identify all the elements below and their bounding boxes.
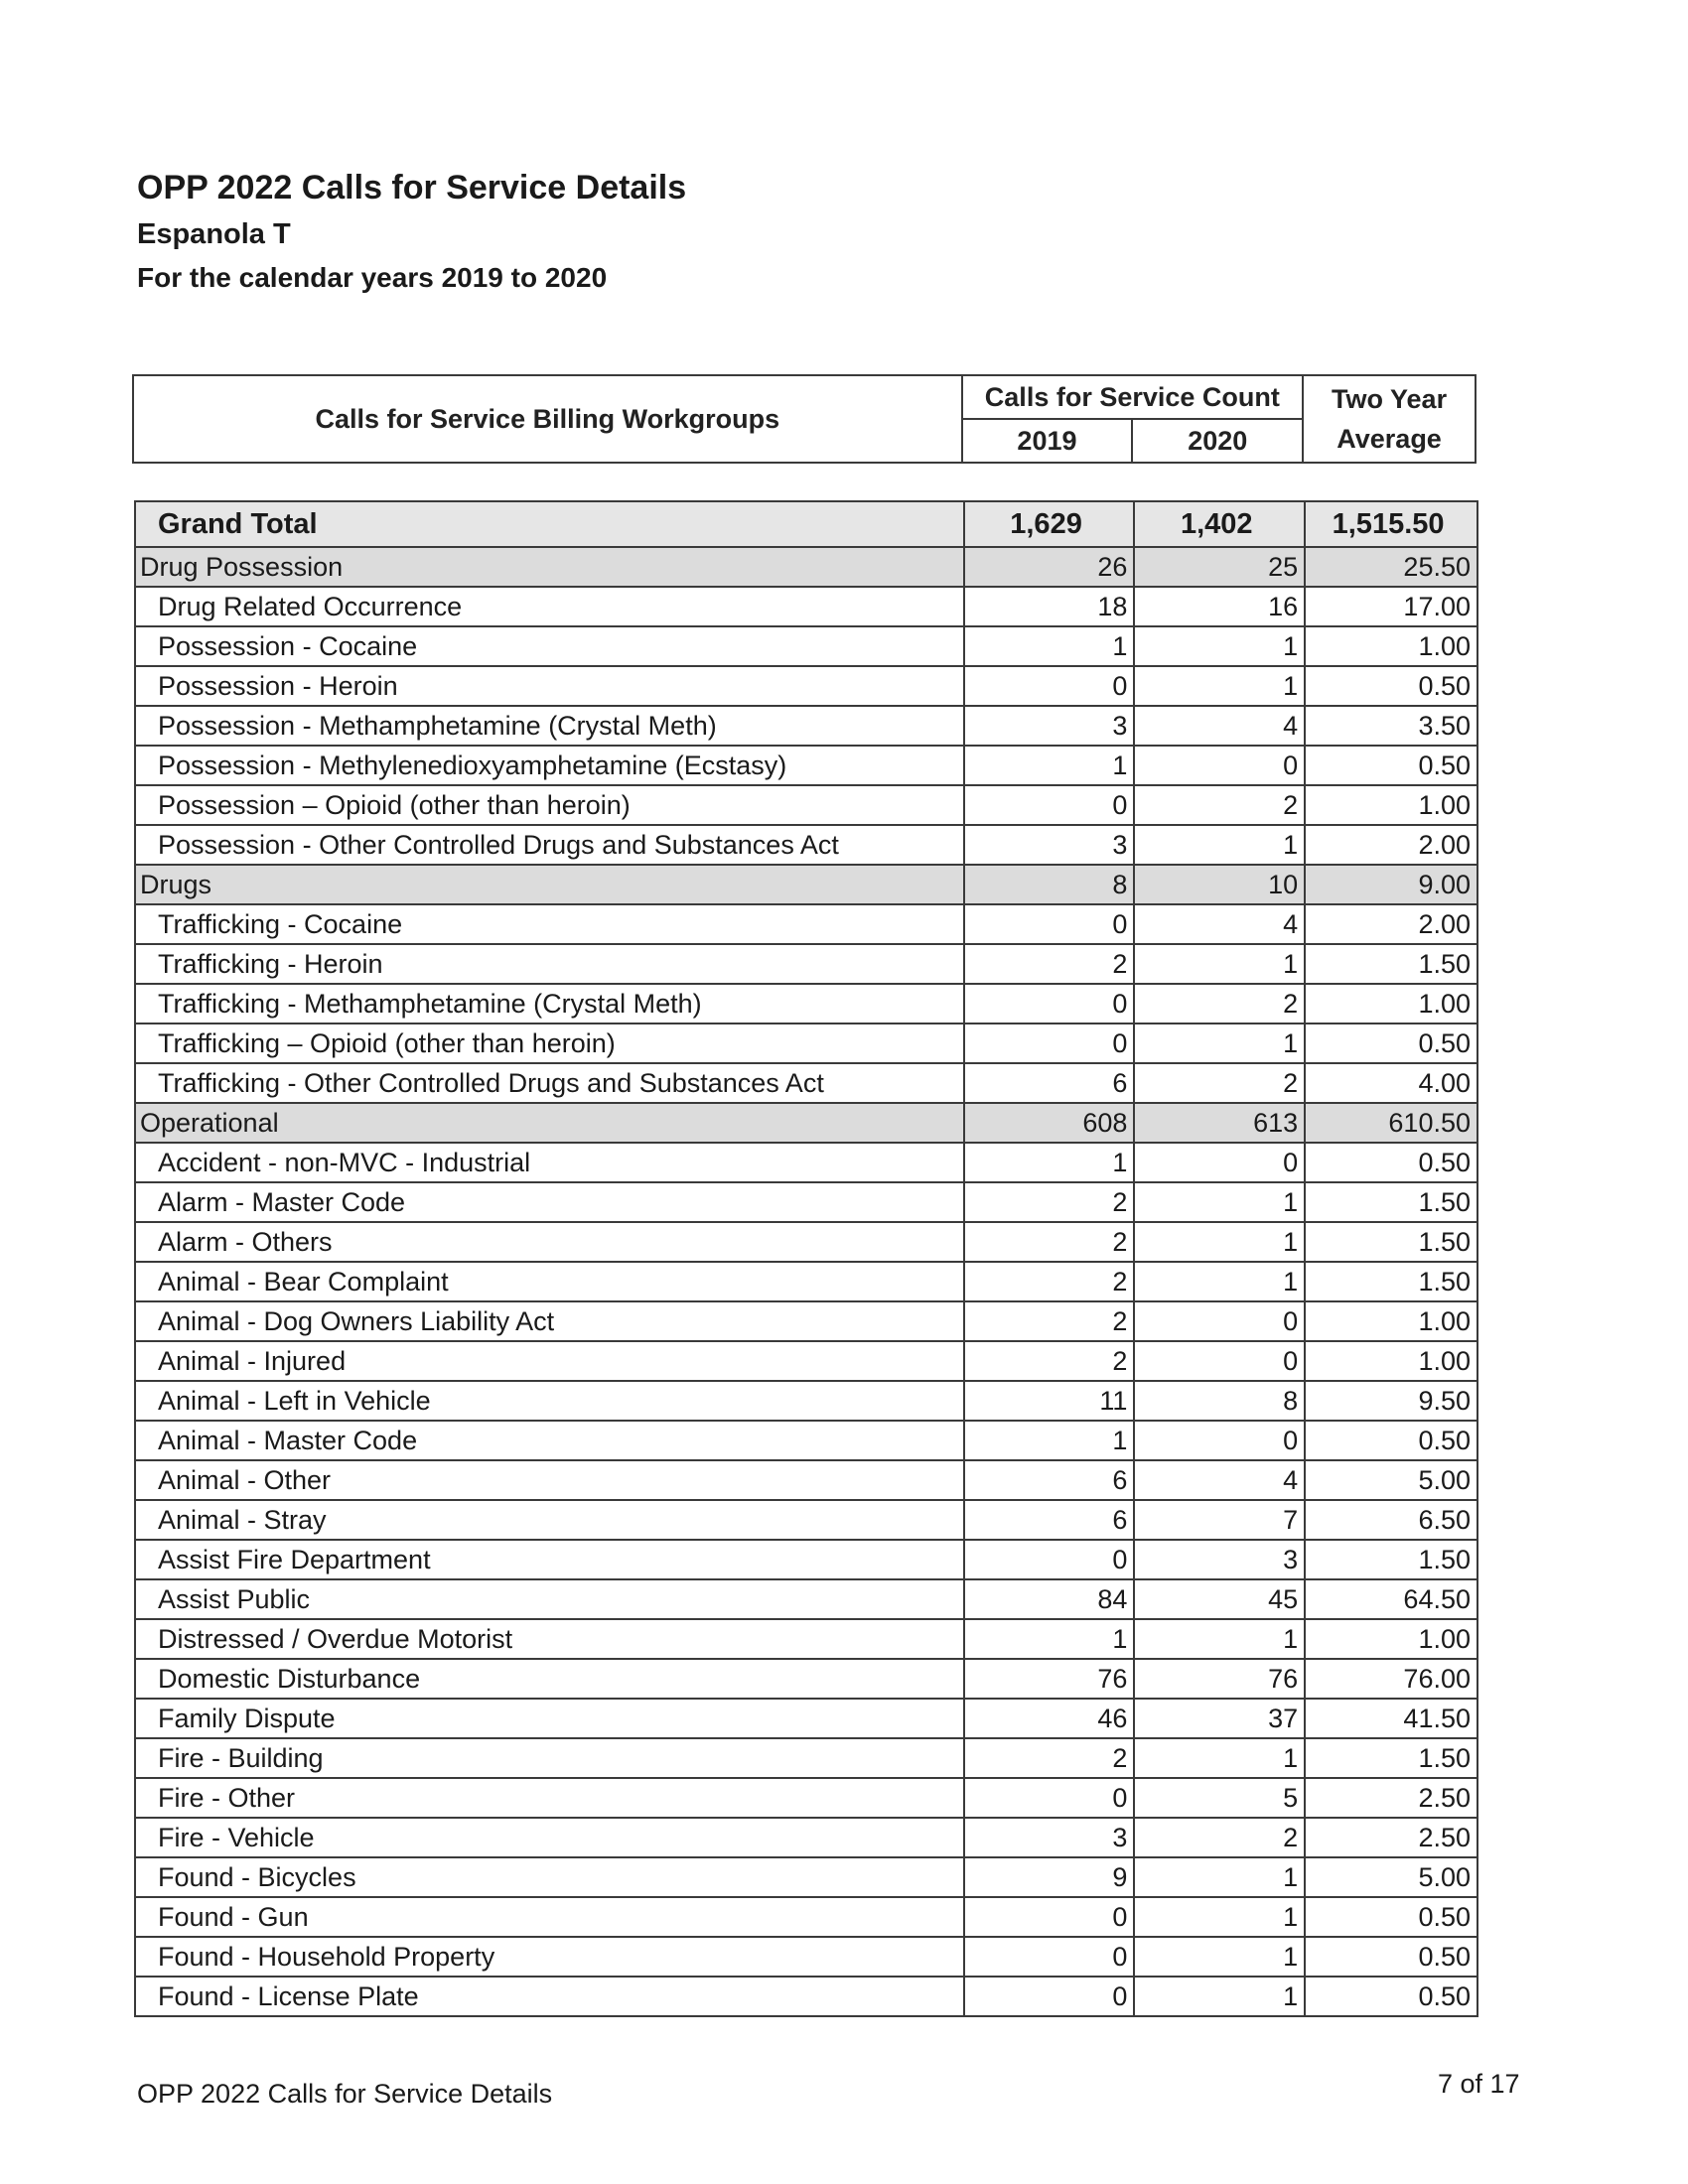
cell-2020: 4 bbox=[1134, 1460, 1305, 1500]
calls-data-table bbox=[134, 500, 1478, 2017]
table-row bbox=[135, 1540, 1477, 1579]
cell-2019: 9 bbox=[964, 1857, 1135, 1897]
cell-2020: 1 bbox=[1134, 666, 1305, 706]
cell-2020: 1 bbox=[1134, 1738, 1305, 1778]
row-label: Drug Related Occurrence bbox=[135, 587, 964, 626]
cell-2019: 0 bbox=[964, 785, 1135, 825]
cell-average: 1,515.50 bbox=[1305, 501, 1477, 547]
cell-2020: 3 bbox=[1134, 1540, 1305, 1579]
table-row bbox=[135, 666, 1477, 706]
cell-2020: 2 bbox=[1134, 1818, 1305, 1857]
cell-average: 0.50 bbox=[1305, 1897, 1477, 1937]
cell-average: 1.00 bbox=[1305, 785, 1477, 825]
cell-average: 1.50 bbox=[1305, 944, 1477, 984]
cell-2019: 8 bbox=[964, 865, 1135, 904]
cell-2019: 84 bbox=[964, 1579, 1135, 1619]
cell-average: 3.50 bbox=[1305, 706, 1477, 746]
cell-2019: 2 bbox=[964, 1262, 1135, 1301]
year-2020-header: 2020 bbox=[1132, 419, 1303, 463]
table-row bbox=[135, 1063, 1477, 1103]
cell-average: 25.50 bbox=[1305, 547, 1477, 587]
table-row bbox=[135, 1421, 1477, 1460]
cell-2019: 3 bbox=[964, 1818, 1135, 1857]
table-row bbox=[135, 587, 1477, 626]
cell-2019: 1 bbox=[964, 1143, 1135, 1182]
row-label: Possession - Methamphetamine (Crystal Meth) bbox=[135, 706, 964, 746]
cell-average: 1.50 bbox=[1305, 1262, 1477, 1301]
reporting-period: For the calendar years 2019 to 2020 bbox=[137, 262, 608, 293]
cell-2019: 1 bbox=[964, 746, 1135, 785]
cell-average: 1.00 bbox=[1305, 984, 1477, 1024]
cell-2020: 1 bbox=[1134, 1262, 1305, 1301]
row-label: Found - Gun bbox=[135, 1897, 964, 1937]
cell-average: 0.50 bbox=[1305, 1977, 1477, 2016]
cell-2020: 4 bbox=[1134, 706, 1305, 746]
cell-2020: 1 bbox=[1134, 825, 1305, 865]
row-label: Distressed / Overdue Motorist bbox=[135, 1619, 964, 1659]
workgroups-header: Calls for Service Billing Workgroups bbox=[133, 375, 962, 463]
cell-2019: 6 bbox=[964, 1460, 1135, 1500]
cell-average: 1.00 bbox=[1305, 1619, 1477, 1659]
cell-average: 1.50 bbox=[1305, 1540, 1477, 1579]
row-label: Trafficking - Heroin bbox=[135, 944, 964, 984]
cell-2020: 45 bbox=[1134, 1579, 1305, 1619]
municipality-name: Espanola T bbox=[137, 218, 291, 250]
cell-2020: 2 bbox=[1134, 1063, 1305, 1103]
cell-2020: 10 bbox=[1134, 865, 1305, 904]
cell-2019: 18 bbox=[964, 587, 1135, 626]
table-row bbox=[135, 785, 1477, 825]
cell-2019: 3 bbox=[964, 825, 1135, 865]
cell-2020: 2 bbox=[1134, 785, 1305, 825]
row-label: Found - Household Property bbox=[135, 1937, 964, 1977]
table-row bbox=[135, 626, 1477, 666]
cell-2019: 0 bbox=[964, 1977, 1135, 2016]
cell-2019: 2 bbox=[964, 944, 1135, 984]
table-row bbox=[135, 944, 1477, 984]
average-header bbox=[1303, 375, 1476, 463]
row-label: Animal - Bear Complaint bbox=[135, 1262, 964, 1301]
table-row bbox=[135, 904, 1477, 944]
cell-average: 0.50 bbox=[1305, 1937, 1477, 1977]
row-label: Trafficking - Cocaine bbox=[135, 904, 964, 944]
cell-average: 9.00 bbox=[1305, 865, 1477, 904]
row-label: Drugs bbox=[135, 865, 964, 904]
cell-average: 1.50 bbox=[1305, 1182, 1477, 1222]
table-row bbox=[135, 706, 1477, 746]
cell-average: 2.00 bbox=[1305, 825, 1477, 865]
row-label: Fire - Other bbox=[135, 1778, 964, 1818]
row-label: Assist Fire Department bbox=[135, 1540, 964, 1579]
table-row bbox=[135, 746, 1477, 785]
footer-title: OPP 2022 Calls for Service Details bbox=[137, 2079, 553, 2109]
cell-2019: 0 bbox=[964, 904, 1135, 944]
cell-2019: 608 bbox=[964, 1103, 1135, 1143]
row-label: Fire - Vehicle bbox=[135, 1818, 964, 1857]
cell-average: 17.00 bbox=[1305, 587, 1477, 626]
row-label: Found - Bicycles bbox=[135, 1857, 964, 1897]
cell-average: 5.00 bbox=[1305, 1857, 1477, 1897]
cell-2020: 1 bbox=[1134, 1857, 1305, 1897]
row-label: Alarm - Others bbox=[135, 1222, 964, 1262]
table-row bbox=[135, 1778, 1477, 1818]
table-row bbox=[135, 1143, 1477, 1182]
cell-2019: 3 bbox=[964, 706, 1135, 746]
table-row bbox=[135, 1341, 1477, 1381]
cell-2020: 0 bbox=[1134, 1421, 1305, 1460]
cell-2019: 0 bbox=[964, 1937, 1135, 1977]
table-row bbox=[135, 1262, 1477, 1301]
cell-2019: 0 bbox=[964, 984, 1135, 1024]
cell-2020: 7 bbox=[1134, 1500, 1305, 1540]
cell-2020: 0 bbox=[1134, 746, 1305, 785]
row-label: Possession - Other Controlled Drugs and Substances Act bbox=[135, 825, 964, 865]
row-label: Alarm - Master Code bbox=[135, 1182, 964, 1222]
cell-2019: 11 bbox=[964, 1381, 1135, 1421]
cell-2020: 76 bbox=[1134, 1659, 1305, 1699]
table-row bbox=[135, 1619, 1477, 1659]
table-row bbox=[135, 1937, 1477, 1977]
cell-2020: 1 bbox=[1134, 1222, 1305, 1262]
cell-2020: 1 bbox=[1134, 626, 1305, 666]
cell-2020: 25 bbox=[1134, 547, 1305, 587]
cell-2019: 0 bbox=[964, 1778, 1135, 1818]
cell-2020: 2 bbox=[1134, 984, 1305, 1024]
table-row bbox=[135, 1500, 1477, 1540]
average-header-line2: Average bbox=[1336, 424, 1442, 454]
cell-average: 76.00 bbox=[1305, 1659, 1477, 1699]
table-row bbox=[135, 1460, 1477, 1500]
row-label: Fire - Building bbox=[135, 1738, 964, 1778]
cell-average: 610.50 bbox=[1305, 1103, 1477, 1143]
cell-average: 0.50 bbox=[1305, 746, 1477, 785]
row-label: Trafficking - Methamphetamine (Crystal Meth) bbox=[135, 984, 964, 1024]
cell-2020: 1 bbox=[1134, 1619, 1305, 1659]
row-label: Trafficking - Other Controlled Drugs and Substances Act bbox=[135, 1063, 964, 1103]
cell-2020: 37 bbox=[1134, 1699, 1305, 1738]
cell-average: 2.50 bbox=[1305, 1818, 1477, 1857]
row-label: Animal - Stray bbox=[135, 1500, 964, 1540]
cell-average: 0.50 bbox=[1305, 666, 1477, 706]
cell-2020: 8 bbox=[1134, 1381, 1305, 1421]
group-row bbox=[135, 1103, 1477, 1143]
table-row bbox=[135, 1977, 1477, 2016]
cell-2020: 5 bbox=[1134, 1778, 1305, 1818]
cell-2020: 16 bbox=[1134, 587, 1305, 626]
cell-average: 0.50 bbox=[1305, 1143, 1477, 1182]
cell-2019: 2 bbox=[964, 1222, 1135, 1262]
cell-2020: 1 bbox=[1134, 1897, 1305, 1937]
table-row bbox=[135, 1738, 1477, 1778]
row-label: Possession - Heroin bbox=[135, 666, 964, 706]
row-label: Domestic Disturbance bbox=[135, 1659, 964, 1699]
cell-2020: 1,402 bbox=[1134, 501, 1305, 547]
row-label: Possession - Methylenedioxyamphetamine (Ecstasy) bbox=[135, 746, 964, 785]
cell-average: 1.00 bbox=[1305, 1341, 1477, 1381]
row-label: Trafficking – Opioid (other than heroin) bbox=[135, 1024, 964, 1063]
cell-average: 1.50 bbox=[1305, 1222, 1477, 1262]
row-label: Drug Possession bbox=[135, 547, 964, 587]
row-label: Animal - Master Code bbox=[135, 1421, 964, 1460]
cell-2019: 0 bbox=[964, 666, 1135, 706]
cell-average: 64.50 bbox=[1305, 1579, 1477, 1619]
table-row bbox=[135, 984, 1477, 1024]
cell-2019: 2 bbox=[964, 1738, 1135, 1778]
table-row bbox=[135, 1024, 1477, 1063]
cell-average: 1.00 bbox=[1305, 626, 1477, 666]
year-2019-header: 2019 bbox=[962, 419, 1133, 463]
cell-2019: 0 bbox=[964, 1024, 1135, 1063]
cell-average: 6.50 bbox=[1305, 1500, 1477, 1540]
calls-data-body bbox=[135, 501, 1477, 2016]
row-label: Operational bbox=[135, 1103, 964, 1143]
cell-2019: 76 bbox=[964, 1659, 1135, 1699]
cell-2020: 1 bbox=[1134, 944, 1305, 984]
row-label: Animal - Other bbox=[135, 1460, 964, 1500]
table-row bbox=[135, 1897, 1477, 1937]
cell-average: 1.00 bbox=[1305, 1301, 1477, 1341]
column-header-table bbox=[132, 374, 1477, 464]
row-label: Animal - Dog Owners Liability Act bbox=[135, 1301, 964, 1341]
cell-2019: 6 bbox=[964, 1500, 1135, 1540]
group-row bbox=[135, 865, 1477, 904]
cell-2020: 1 bbox=[1134, 1937, 1305, 1977]
cell-average: 41.50 bbox=[1305, 1699, 1477, 1738]
cell-2019: 1,629 bbox=[964, 501, 1135, 547]
row-label: Found - License Plate bbox=[135, 1977, 964, 2016]
cell-2020: 0 bbox=[1134, 1143, 1305, 1182]
cell-average: 9.50 bbox=[1305, 1381, 1477, 1421]
cell-2019: 1 bbox=[964, 1619, 1135, 1659]
cell-2019: 6 bbox=[964, 1063, 1135, 1103]
cell-2019: 2 bbox=[964, 1182, 1135, 1222]
row-label: Animal - Left in Vehicle bbox=[135, 1381, 964, 1421]
table-row bbox=[135, 1301, 1477, 1341]
table-row bbox=[135, 1818, 1477, 1857]
cell-2019: 1 bbox=[964, 1421, 1135, 1460]
cell-2019: 0 bbox=[964, 1540, 1135, 1579]
cell-2020: 0 bbox=[1134, 1301, 1305, 1341]
cell-2019: 2 bbox=[964, 1341, 1135, 1381]
table-row bbox=[135, 1659, 1477, 1699]
cell-2020: 613 bbox=[1134, 1103, 1305, 1143]
cell-2019: 1 bbox=[964, 626, 1135, 666]
row-label: Accident - non-MVC - Industrial bbox=[135, 1143, 964, 1182]
cell-2020: 4 bbox=[1134, 904, 1305, 944]
average-header-line1: Two Year bbox=[1332, 384, 1448, 414]
document-header bbox=[137, 167, 686, 296]
row-label: Family Dispute bbox=[135, 1699, 964, 1738]
document-title: OPP 2022 Calls for Service Details bbox=[137, 169, 687, 206]
row-label: Possession – Opioid (other than heroin) bbox=[135, 785, 964, 825]
cell-2020: 0 bbox=[1134, 1341, 1305, 1381]
cell-average: 0.50 bbox=[1305, 1024, 1477, 1063]
cell-2020: 1 bbox=[1134, 1024, 1305, 1063]
cell-2020: 1 bbox=[1134, 1977, 1305, 2016]
group-row bbox=[135, 547, 1477, 587]
table-row bbox=[135, 1857, 1477, 1897]
cell-average: 4.00 bbox=[1305, 1063, 1477, 1103]
cell-average: 5.00 bbox=[1305, 1460, 1477, 1500]
grand-total-row bbox=[135, 501, 1477, 547]
table-row bbox=[135, 1222, 1477, 1262]
table-row bbox=[135, 825, 1477, 865]
cell-average: 0.50 bbox=[1305, 1421, 1477, 1460]
table-row bbox=[135, 1182, 1477, 1222]
row-label: Assist Public bbox=[135, 1579, 964, 1619]
page-number: 7 of 17 bbox=[1438, 2069, 1520, 2099]
row-label: Grand Total bbox=[135, 501, 964, 547]
count-header: Calls for Service Count bbox=[962, 375, 1304, 419]
table-row bbox=[135, 1381, 1477, 1421]
cell-2019: 2 bbox=[964, 1301, 1135, 1341]
cell-2019: 46 bbox=[964, 1699, 1135, 1738]
cell-average: 2.50 bbox=[1305, 1778, 1477, 1818]
table-row bbox=[135, 1579, 1477, 1619]
row-label: Possession - Cocaine bbox=[135, 626, 964, 666]
cell-average: 1.50 bbox=[1305, 1738, 1477, 1778]
cell-2019: 26 bbox=[964, 547, 1135, 587]
cell-average: 2.00 bbox=[1305, 904, 1477, 944]
table-row bbox=[135, 1699, 1477, 1738]
row-label: Animal - Injured bbox=[135, 1341, 964, 1381]
cell-2019: 0 bbox=[964, 1897, 1135, 1937]
cell-2020: 1 bbox=[1134, 1182, 1305, 1222]
